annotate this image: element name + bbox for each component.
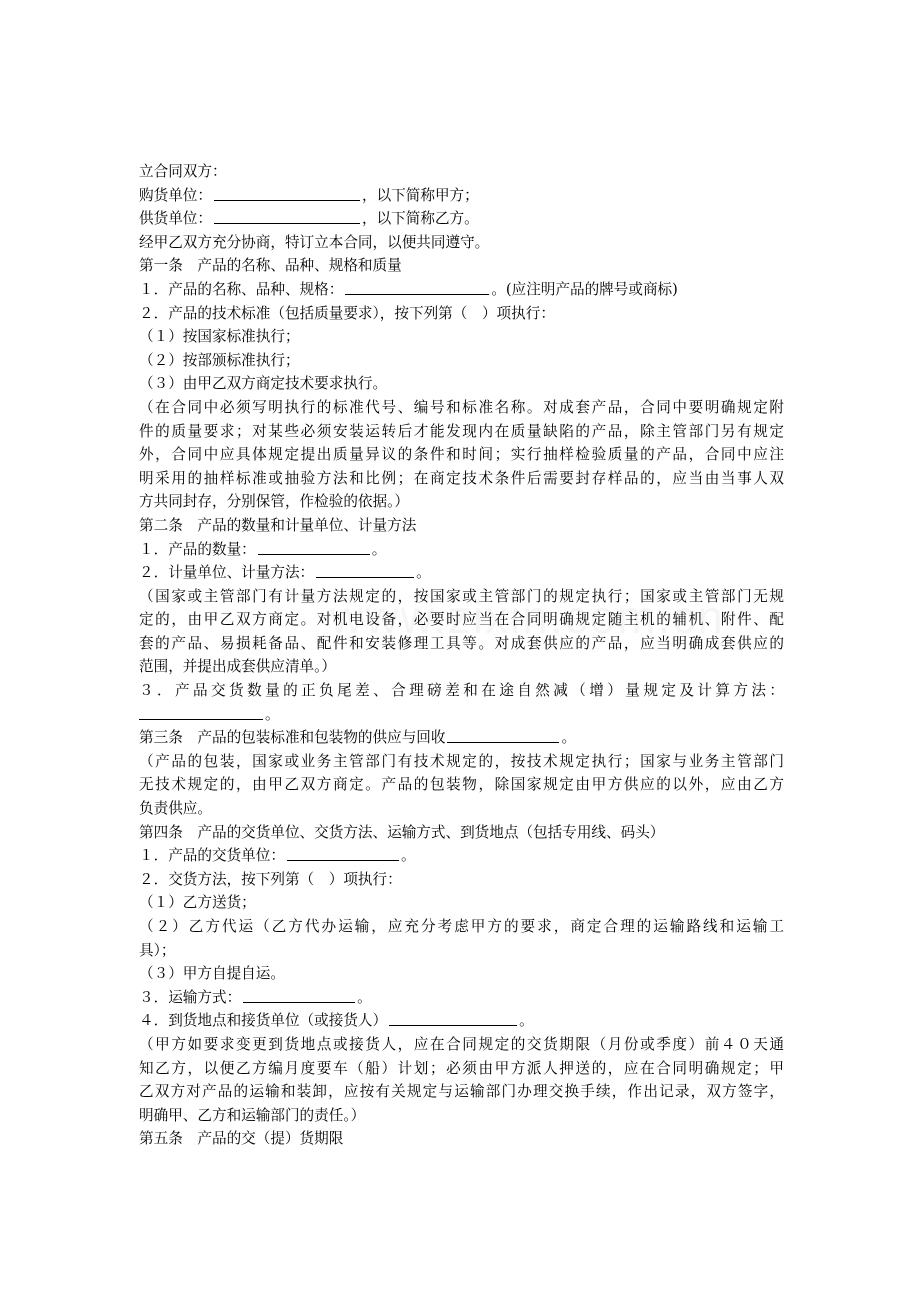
item-label: １．产品的数量： [139, 540, 256, 558]
article-5-heading: 第五条 产品的交（提）货期限 [139, 1130, 344, 1148]
note-paragraph-line: 负责供应。 [139, 800, 212, 818]
note-paragraph-line: 知乙方，以便乙方编月度要车（船）计划；必须由甲方派人押送的，应在合同明确规定；甲 [139, 1059, 784, 1077]
article-1-item-1 [139, 278, 784, 302]
note-paragraph-line: 乙双方对产品的运输和装卸，应按有关规定与运输部门办理交换手续，作出记录，双方签字， [139, 1083, 784, 1101]
note-paragraph-line: 方共同封存，分别保管，作检验的依据。） [139, 493, 409, 511]
note-paragraph-line: （国家或主管部门有计量方法规定的，按国家或主管部门的规定执行；国家或主管部门无规 [139, 587, 784, 605]
item-label: ２．计量单位、计量方法： [139, 564, 315, 582]
seller-name-blank[interactable] [214, 208, 360, 224]
item-suffix: 。 [400, 847, 416, 865]
note-paragraph-line: 套的产品、易损耗备品、配件和安装修理工具等。对成套供应的产品，应当明确成套供应的 [139, 634, 784, 652]
item-label: ４．到货地点和接货单位（或接货人） [139, 1012, 388, 1030]
note-paragraph-line: 定的，由甲乙双方商定。对机电设备，必要时应当在合同明确规定随主机的辅机、附件、配 [139, 611, 784, 629]
article-title: 第三条 产品的包装标准和包装物的供应与回收 [139, 729, 446, 747]
article-2-item-1 [139, 538, 784, 562]
delivery-option-2-cont: 具）； [139, 941, 176, 959]
buyer-name-blank[interactable] [214, 185, 360, 201]
quantity-blank[interactable] [258, 539, 370, 555]
transport-mode-blank[interactable] [243, 987, 355, 1003]
note-paragraph-line: （在合同中必须写明执行的标准代号、编号和标准名称。对成套产品，合同中要明确规定附 [139, 398, 784, 416]
note-paragraph-line: 明确甲、乙方和运输部门的责任。） [139, 1106, 366, 1124]
tolerance-blank[interactable] [139, 704, 263, 720]
delivery-unit-blank[interactable] [287, 845, 399, 861]
note-paragraph-line: （甲方如要求变更到货地点或接货人，应在合同规定的交货期限（月份或季度）前４０天通 [139, 1035, 784, 1053]
note-paragraph-line: 无技术规定的，由甲乙双方商定。产品的包装物，除国家规定由甲方供应的以外，应由乙方 [139, 776, 784, 794]
item-suffix: 。 [561, 729, 577, 747]
preamble: 经甲乙双方充分协商，特订立本合同，以便共同遵守。 [139, 233, 490, 251]
note-paragraph-line: 范围，并提出成套供应清单。） [139, 658, 337, 676]
article-4-item-1 [139, 844, 784, 868]
item-suffix: 。 [265, 705, 280, 723]
article-4-item-4 [139, 1009, 784, 1033]
measurement-method-blank[interactable] [316, 562, 414, 578]
item-suffix: 。 [519, 1012, 534, 1030]
note-paragraph-line: 件的质量要求；对某些必须安装运转后才能发现内在质量缺陷的产品，除主管部门另有规定 [139, 422, 784, 440]
buyer-label: 购货单位： [139, 186, 212, 204]
seller-line [139, 207, 784, 231]
delivery-option-2: （２）乙方代运（乙方代办运输，应充分考虑甲方的要求，商定合理的运输路线和运输工 [139, 918, 784, 935]
article-3-heading [139, 726, 784, 750]
seller-suffix: ，以下简称乙方。 [361, 210, 479, 228]
note-paragraph-line: （产品的包装，国家或业务主管部门有技术规定的，按技术规定执行；国家与业务主管部门 [139, 752, 784, 770]
seller-label: 供货单位： [139, 210, 212, 228]
item-suffix: 。 [371, 540, 387, 558]
item-suffix: 。(应注明产品的牌号或商标) [491, 280, 678, 298]
article-2-item-2 [139, 561, 784, 585]
buyer-line [139, 184, 784, 208]
buyer-suffix: ，以下简称甲方； [361, 186, 479, 204]
article-2-item-3: ３．产品交货数量的正负尾差、合理磅差和在途自然减（增）量规定及计算方法： [139, 682, 784, 700]
note-paragraph-line: 外，合同中应具体规定提出质量异议的条件和时间；实行抽样检验质量的产品，合同中应注 [139, 446, 784, 464]
standard-option-3: （３）由甲乙双方商定技术要求执行。 [139, 375, 388, 393]
contract-document [139, 160, 784, 1151]
packaging-blank[interactable] [447, 727, 559, 743]
article-4-item-2: ２．交货方法，按下列第（ ）项执行： [139, 870, 402, 888]
item-label: １．产品的名称、品种、规格： [139, 280, 344, 298]
note-paragraph-line: 明采用的抽样标准或抽验方法和比例；在商定技术条件后需要封存样品的，应当由当事人双 [139, 469, 784, 487]
item-label: ３．运输方式： [139, 988, 242, 1006]
item-suffix: 。 [357, 988, 372, 1006]
standard-option-1: （１）按国家标准执行； [139, 328, 300, 346]
article-2-item-3-fill [139, 703, 784, 727]
article-4-item-3 [139, 986, 784, 1010]
receiving-unit-blank[interactable] [389, 1010, 517, 1026]
product-name-blank[interactable] [345, 279, 489, 295]
article-4-heading: 第四条 产品的交货单位、交货方法、运输方式、到货地点（包括专用线、码头） [139, 823, 665, 841]
standard-option-2: （２）按部颁标准执行； [139, 351, 300, 369]
article-2-heading: 第二条 产品的数量和计量单位、计量方法 [139, 516, 417, 534]
article-1-heading: 第一条 产品的名称、品种、规格和质量 [139, 257, 402, 275]
item-label: １．产品的交货单位： [139, 847, 285, 865]
item-suffix: 。 [416, 564, 431, 582]
delivery-option-3: （３）甲方自提自运。 [139, 965, 285, 983]
article-1-item-2: ２．产品的技术标准（包括质量要求），按下列第（ ）项执行： [139, 304, 555, 322]
parties-heading: 立合同双方： [139, 163, 227, 180]
delivery-option-1: （１）乙方送货； [139, 894, 256, 912]
